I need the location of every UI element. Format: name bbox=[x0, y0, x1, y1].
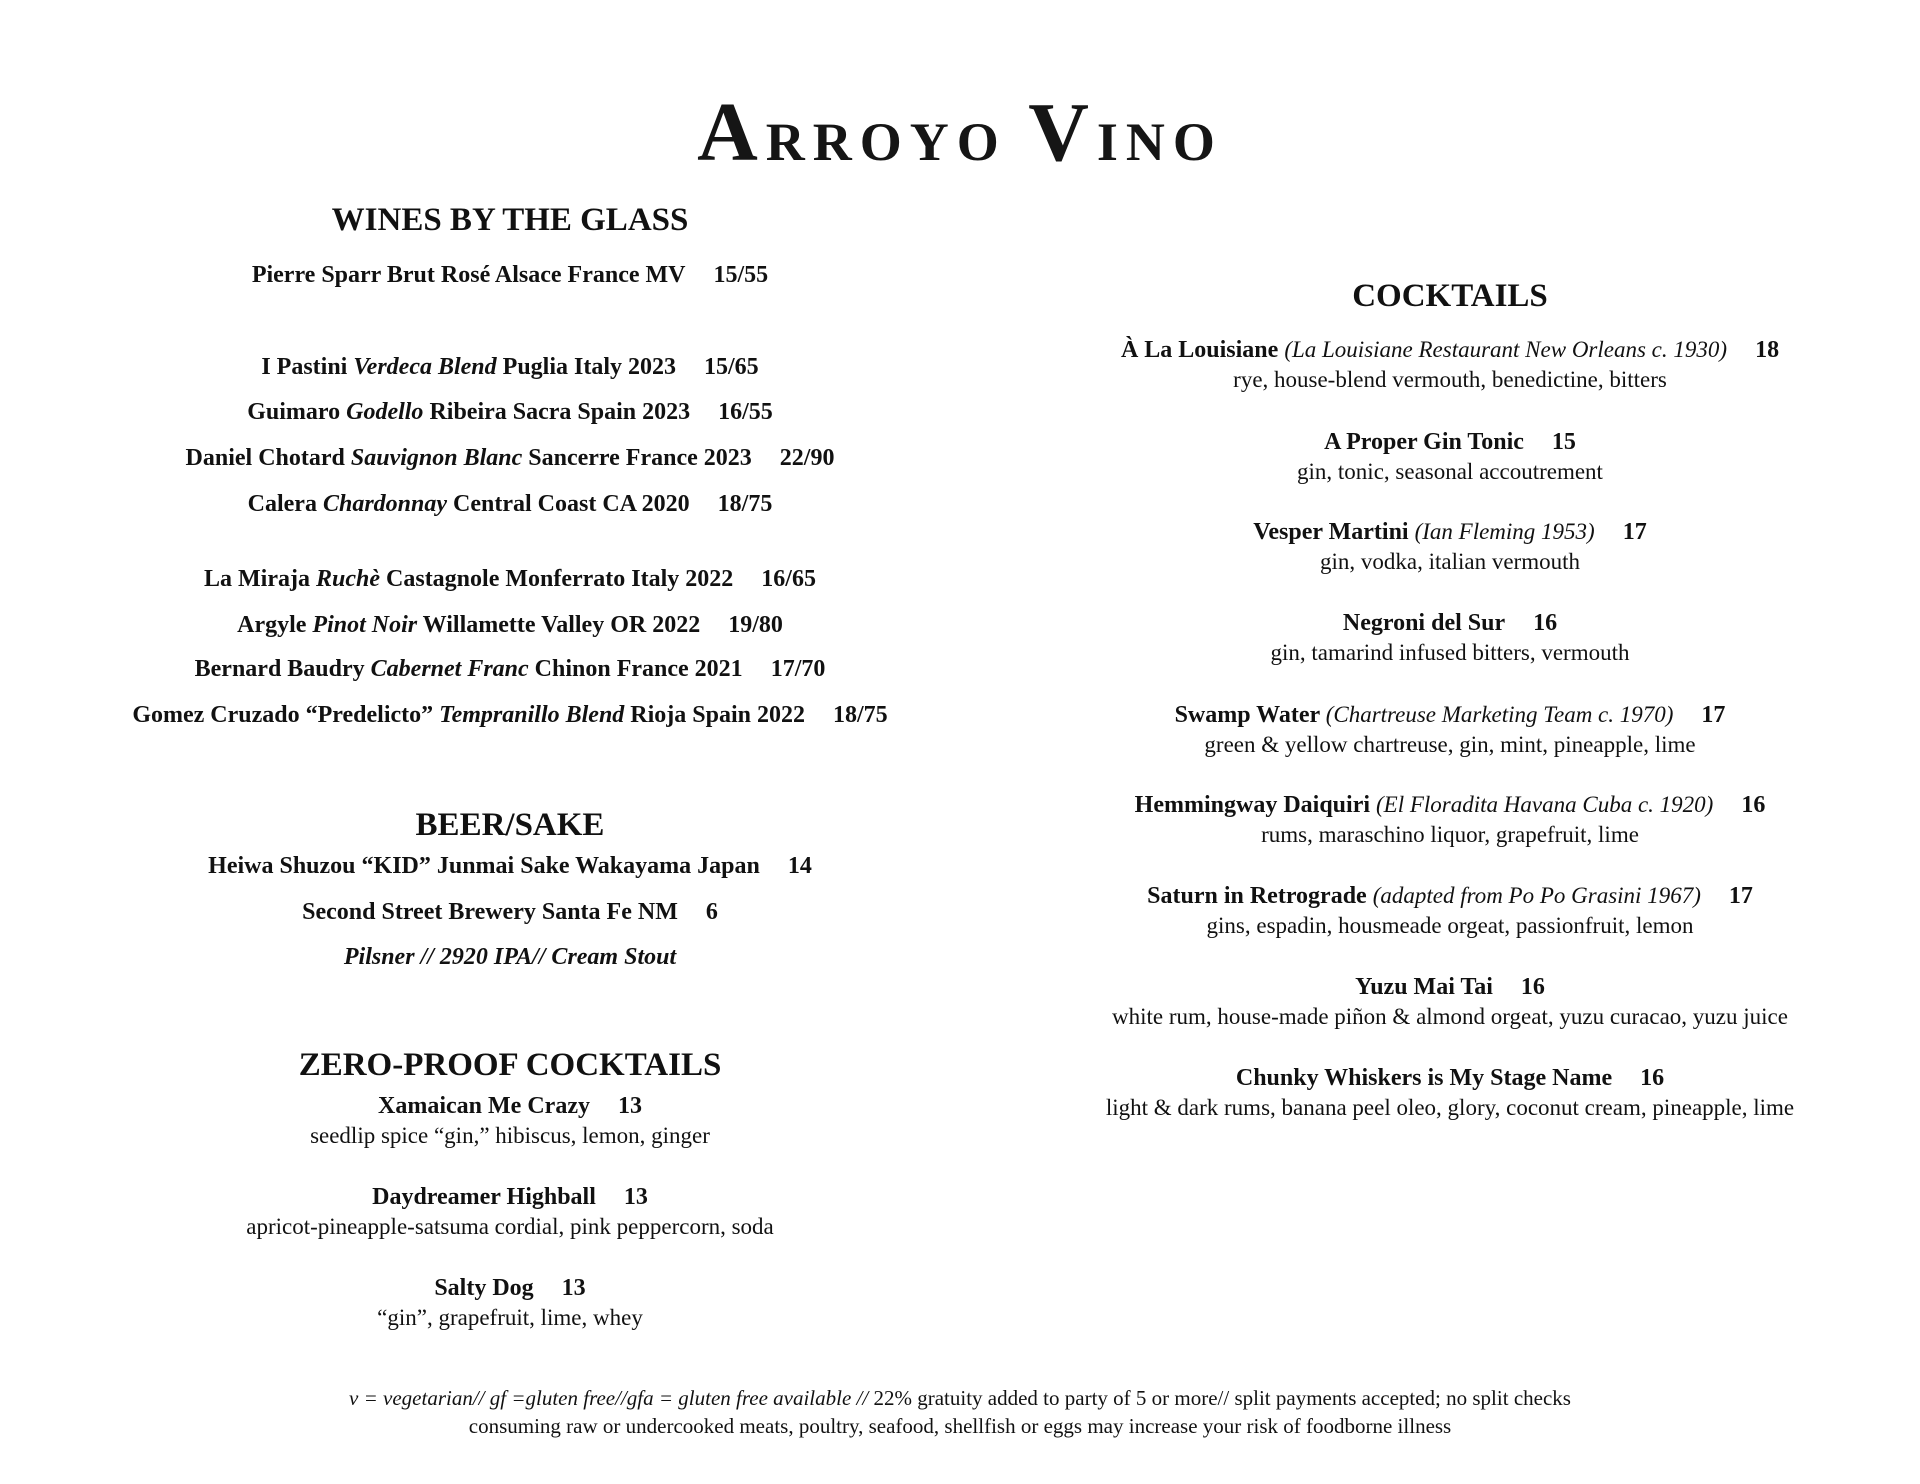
wine-item: Guimaro Godello Ribeira Sacra Spain 2023 16/55 bbox=[247, 399, 773, 425]
zero-proof-heading: ZERO-PROOF COCKTAILS bbox=[298, 1047, 722, 1083]
cocktail-item: Negroni del Sur 16 gin, tamarind infused bitters, vermouth bbox=[1270, 610, 1630, 665]
wine-item: Pierre Sparr Brut Rosé Alsace France MV 15/55 bbox=[251, 262, 769, 288]
wine-item: Calera Chardonnay Central Coast CA 2020 18/75 bbox=[247, 491, 773, 517]
cocktails-heading: COCKTAILS bbox=[1352, 278, 1548, 314]
wine-item: Daniel Chotard Sauvignon Blanc Sancerre France 2023 22/90 bbox=[185, 445, 835, 471]
wines-section bbox=[40, 200, 980, 240]
beer-sake-section bbox=[40, 805, 980, 845]
cocktail-item: Hemmingway Daiquiri (El Floradita Havana Cuba c. 1920) 16 rums, maraschino liquor, grapefruit, lime bbox=[1134, 792, 1766, 847]
wine-item: I Pastini Verdeca Blend Puglia Italy 2023 15/65 bbox=[261, 354, 759, 380]
footer-warning: consuming raw or undercooked meats, poultry, seafood, shellfish or eggs may increase your risk of foodborne illness bbox=[468, 1414, 1452, 1438]
wine-item: Argyle Pinot Noir Willamette Valley OR 2022 19/80 bbox=[237, 612, 783, 638]
beer-item: Second Street Brewery Santa Fe NM 6 bbox=[302, 899, 718, 925]
zero-proof-item: Salty Dog 13 “gin”, grapefruit, lime, whey bbox=[377, 1275, 643, 1330]
cocktail-item: Vesper Martini (Ian Fleming 1953) 17 gin, vodka, italian vermouth bbox=[1253, 519, 1647, 574]
zero-proof-item: Daydreamer Highball 13 apricot-pineapple-satsuma cordial, pink peppercorn, soda bbox=[246, 1184, 774, 1239]
footer-policy-line: v = vegetarian// gf =gluten free//gfa = gluten free available // 22% gratuity added to party of 5 or more// split payments accepted; no split checks bbox=[349, 1386, 1571, 1410]
brand-logo: ARROYO VINO bbox=[697, 86, 1223, 179]
cocktails-section bbox=[1010, 276, 1890, 316]
beer-sake-heading: BEER/SAKE bbox=[415, 807, 605, 843]
cocktail-item: Chunky Whiskers is My Stage Name 16 light & dark rums, banana peel oleo, glory, coconut cream, pineapple, lime bbox=[1105, 1065, 1795, 1120]
wine-item: La Miraja Ruchè Castagnole Monferrato Italy 2022 16/65 bbox=[204, 566, 816, 592]
zero-proof-section bbox=[40, 1045, 980, 1085]
wine-item: Gomez Cruzado “Predelicto” Tempranillo Blend Rioja Spain 2022 18/75 bbox=[132, 702, 888, 728]
cocktail-item: Saturn in Retrograde (adapted from Po Po Grasini 1967) 17 gins, espadin, housmeade orgeat, passionfruit, lemon bbox=[1147, 883, 1753, 938]
cocktail-item: A Proper Gin Tonic 15 gin, tonic, seasonal accoutrement bbox=[1297, 429, 1603, 484]
cocktail-item: À La Louisiane (La Louisiane Restaurant New Orleans c. 1930) 18 rye, house-blend vermouth, benedictine, bitters bbox=[1120, 337, 1780, 392]
beer-styles: Pilsner // 2920 IPA// Cream Stout bbox=[343, 944, 677, 970]
beer-item: Heiwa Shuzou “KID” Junmai Sake Wakayama Japan 14 bbox=[208, 853, 812, 879]
cocktail-item: Yuzu Mai Tai 16 white rum, house-made piñon & almond orgeat, yuzu curacao, yuzu juice bbox=[1112, 974, 1788, 1029]
zero-proof-item: Xamaican Me Crazy 13 seedlip spice “gin,” hibiscus, lemon, ginger bbox=[310, 1093, 710, 1148]
wine-item: Bernard Baudry Cabernet Franc Chinon France 2021 17/70 bbox=[194, 656, 826, 682]
wines-heading: WINES BY THE GLASS bbox=[331, 202, 689, 238]
cocktail-item: Swamp Water (Chartreuse Marketing Team c. 1970) 17 green & yellow chartreuse, gin, mint, pineapple, lime bbox=[1174, 702, 1726, 757]
footer bbox=[0, 1384, 1920, 1440]
